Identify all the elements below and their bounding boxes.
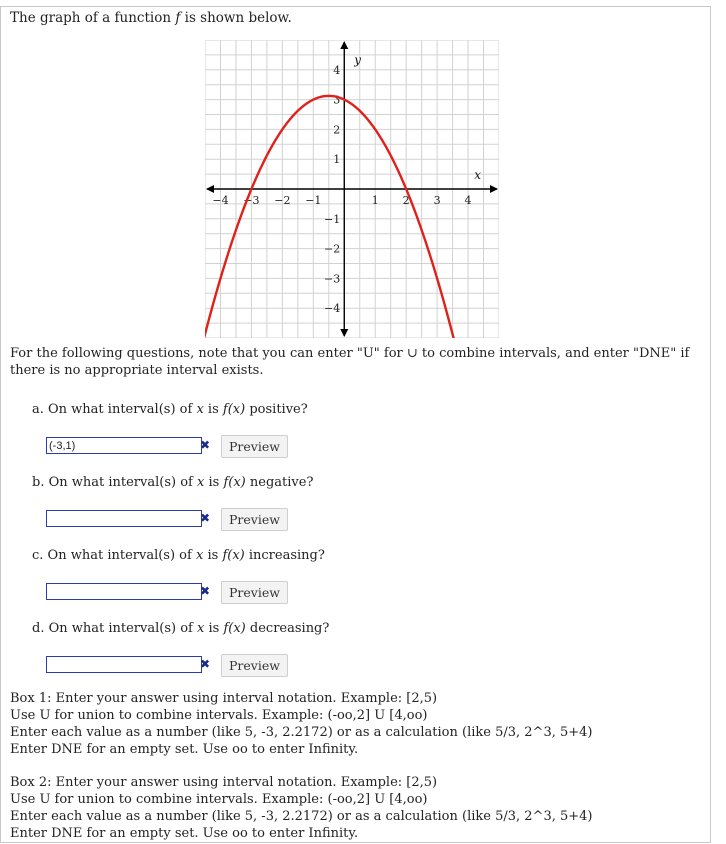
y-tick-label: 3: [333, 93, 341, 107]
help-line: Box 1: Enter your answer using interval notation. Example: [2,5): [10, 691, 438, 706]
incorrect-icon: ✖: [200, 584, 211, 598]
y-axis-arrow: [340, 41, 348, 49]
question-b-mid: is: [208, 475, 220, 490]
answer-d-input[interactable]: [46, 656, 202, 673]
help-box-2: [10, 774, 592, 842]
question-b: [32, 475, 313, 490]
help-line: Enter each value as a number (like 5, -3, 2.2172) or as a calculation (like 5/3, 2^3, 5+4): [10, 725, 593, 740]
x-tick-label: 2: [402, 194, 410, 207]
question-c: [32, 548, 325, 563]
instructions-note: For the following questions, note that you can enter "U" for ∪ to combine intervals, and enter "DNE" if there is no appropriate interval exists.: [10, 346, 690, 378]
question-d-tail: decreasing?: [249, 621, 330, 636]
question-c-fx: f(x): [222, 548, 245, 563]
x-tick-label: 3: [433, 194, 441, 207]
question-c-var: x: [195, 548, 204, 563]
question-a-tail: positive?: [249, 402, 308, 417]
help-line: Enter DNE for an empty set. Use oo to enter Infinity.: [10, 742, 359, 757]
intro-text: [10, 10, 292, 26]
y-tick-label: −4: [324, 302, 341, 316]
x-tick-label: −2: [274, 194, 291, 207]
question-c-tail: increasing?: [248, 548, 325, 563]
help-line: Use U for union to combine intervals. Example: (-oo,2] U [4,oo): [10, 792, 428, 807]
preview-button-c[interactable]: Preview: [221, 581, 288, 604]
x-tick-label: −1: [305, 194, 322, 207]
question-c-mid: is: [207, 548, 219, 563]
preview-button-d[interactable]: Preview: [221, 654, 288, 677]
question-d-fx: f(x): [223, 621, 246, 636]
x-tick-label: 1: [371, 194, 379, 207]
question-a-fx: f(x): [222, 402, 246, 417]
x-tick-label: −4: [212, 194, 229, 207]
help-box-1: [10, 690, 592, 758]
incorrect-icon: ✖: [200, 657, 211, 671]
x-tick-label: −3: [243, 194, 260, 207]
y-tick-label: −1: [324, 212, 341, 226]
intro-function-name: f: [175, 10, 181, 26]
question-d: [32, 621, 329, 636]
question-a-label: a. On what interval(s) of: [32, 402, 193, 417]
question-d-var: x: [197, 621, 205, 636]
answer-a-input[interactable]: [46, 437, 202, 454]
answer-c-input[interactable]: [46, 583, 202, 600]
axes: [206, 41, 498, 337]
incorrect-icon: ✖: [200, 438, 211, 452]
question-b-fx: f(x): [223, 475, 246, 490]
incorrect-icon: ✖: [200, 511, 211, 525]
y-tick-label: −2: [324, 242, 341, 256]
x-axis-arrow: [490, 185, 498, 193]
question-a-mid: is: [207, 402, 219, 417]
y-tick-label: 1: [333, 153, 341, 167]
y-tick-label: −3: [324, 272, 341, 286]
question-c-label: c. On what interval(s) of: [32, 548, 192, 563]
preview-button-a[interactable]: Preview: [221, 435, 288, 458]
y-tick-label: 2: [333, 123, 341, 137]
question-b-var: x: [197, 475, 205, 490]
x-tick-label: 4: [464, 194, 472, 207]
y-axis-label: y: [354, 52, 362, 67]
question-a: [32, 402, 308, 417]
x-axis-arrow-left: [206, 185, 214, 193]
answer-b-input[interactable]: [46, 510, 202, 527]
help-line: Use U for union to combine intervals. Example: (-oo,2] U [4,oo): [10, 708, 428, 723]
preview-button-b[interactable]: Preview: [221, 508, 288, 531]
help-line: Box 2: Enter your answer using interval notation. Example: [2,5): [10, 775, 438, 790]
question-a-var: x: [196, 402, 204, 417]
help-line: Enter each value as a number (like 5, -3, 2.2172) or as a calculation (like 5/3, 2^3, 5+4): [10, 809, 593, 824]
question-d-mid: is: [208, 621, 220, 636]
x-axis-label: x: [474, 168, 482, 182]
function-graph: [205, 40, 499, 338]
y-axis-arrow-bottom: [340, 329, 348, 337]
question-b-tail: negative?: [249, 475, 314, 490]
y-tick-label: 4: [333, 63, 341, 77]
intro-prefix: The graph of a function: [10, 10, 172, 26]
intro-suffix: is shown below.: [184, 10, 292, 26]
question-d-label: d. On what interval(s) of: [32, 621, 193, 636]
help-line: Enter DNE for an empty set. Use oo to enter Infinity.: [10, 826, 359, 841]
question-b-label: b. On what interval(s) of: [32, 475, 193, 490]
